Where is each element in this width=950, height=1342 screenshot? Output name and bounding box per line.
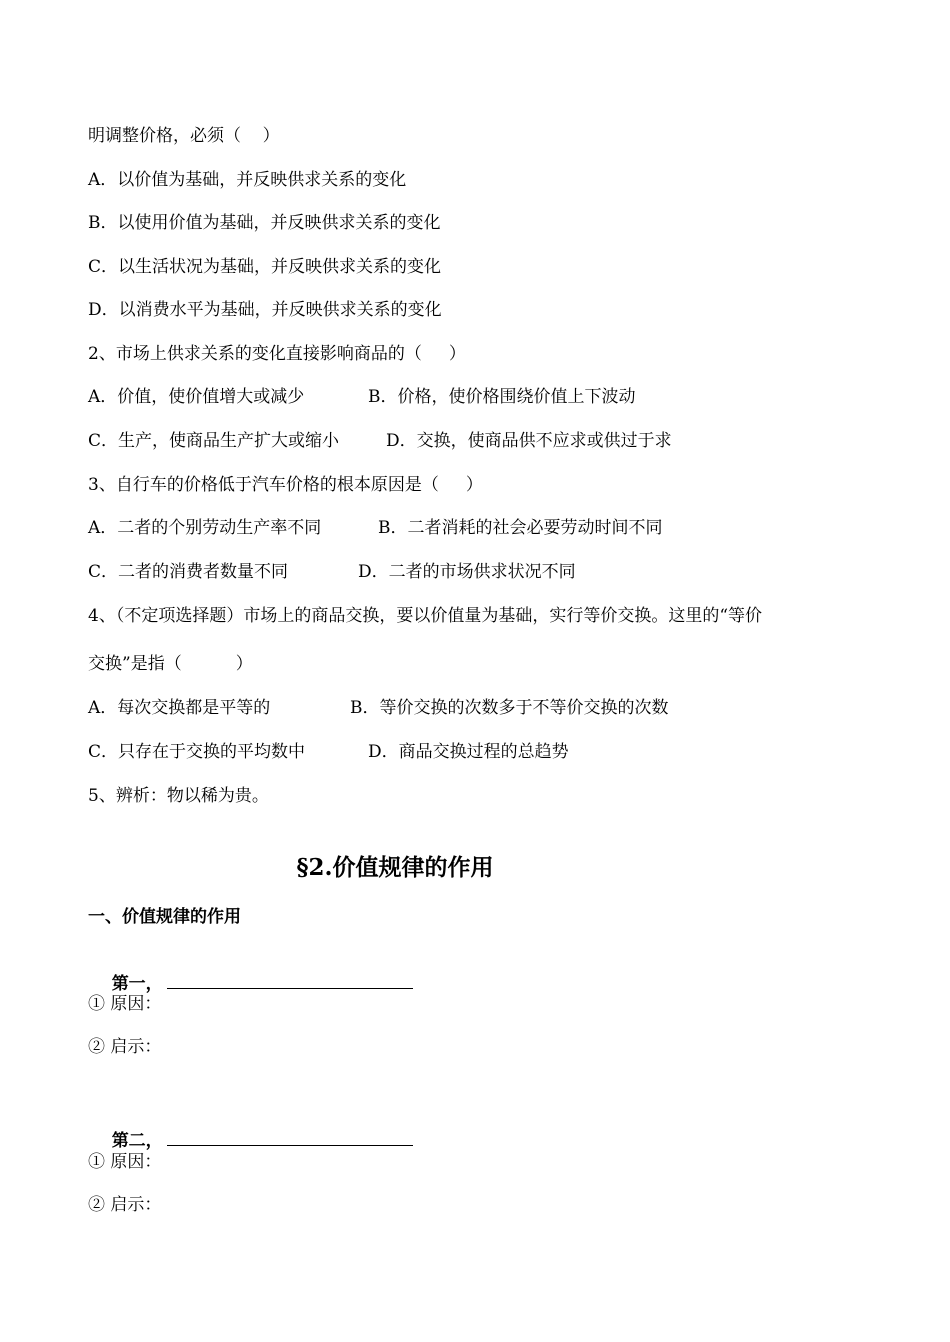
question-1-option-c: C．以生活状况为基础，并反映供求关系的变化 <box>88 257 442 277</box>
second-effect-reason: ① 原因： <box>88 1152 162 1172</box>
second-effect-insight: ② 启示： <box>88 1195 162 1215</box>
first-effect-blank[interactable] <box>167 972 413 989</box>
question-1-option-a: A．以价值为基础，并反映供求关系的变化 <box>88 170 407 190</box>
question-3-option-c: C．二者的消费者数量不同 <box>88 562 289 582</box>
question-4-option-a: A．每次交换都是平等的 <box>88 698 271 718</box>
question-2-option-c: C．生产，使商品生产扩大或缩小 <box>88 431 340 451</box>
second-effect-label: 第二， <box>111 1131 163 1151</box>
question-3-option-b: B．二者消耗的社会必要劳动时间不同 <box>378 518 663 538</box>
question-3-stem: 3、自行车的价格低于汽车价格的根本原因是（ ） <box>88 475 483 495</box>
question-2-option-a: A．价值，使价值增大或减少 <box>88 387 305 407</box>
question-3-option-a: A．二者的个别劳动生产率不同 <box>88 518 322 538</box>
question-5: 5、辨析：物以稀为贵。 <box>88 786 269 806</box>
second-effect-blank[interactable] <box>167 1129 413 1146</box>
question-4-stem-continued: 交换”是指（ ） <box>88 654 253 674</box>
first-effect-insight: ② 启示： <box>88 1037 162 1057</box>
question-2-stem: 2、市场上供求关系的变化直接影响商品的（ ） <box>88 344 466 364</box>
first-effect-label: 第一， <box>111 974 163 994</box>
first-effect-reason: ① 原因： <box>88 994 162 1014</box>
question-4-option-c: C．只存在于交换的平均数中 <box>88 742 306 762</box>
question-4-stem: 4、（不定项选择题）市场上的商品交换，要以价值量为基础，实行等价交换。这里的“等价 <box>88 606 763 626</box>
question-4-option-b: B．等价交换的次数多于不等价交换的次数 <box>350 698 669 718</box>
question-1-option-b: B．以使用价值为基础，并反映供求关系的变化 <box>88 213 441 233</box>
question-1-stem-tail: 明调整价格，必须（ ） <box>88 126 280 146</box>
question-2-option-b: B．价格，使价格围绕价值上下波动 <box>368 387 636 407</box>
question-3-option-d: D．二者的市场供求状况不同 <box>358 562 576 582</box>
section-heading: 一、价值规律的作用 <box>88 907 241 927</box>
question-1-option-d: D．以消费水平为基础，并反映供求关系的变化 <box>88 300 442 320</box>
question-4-option-d: D．商品交换过程的总趋势 <box>368 742 569 762</box>
question-2-option-d: D．交换，使商品供不应求或供过于求 <box>386 431 672 451</box>
section-title: §2.价值规律的作用 <box>296 854 494 881</box>
